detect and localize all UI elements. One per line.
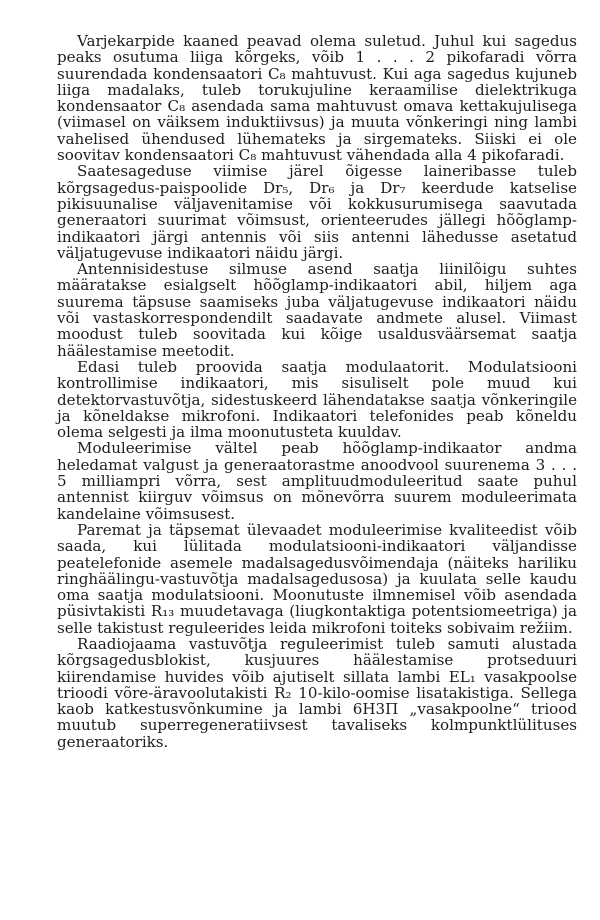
document-page — [57, 33, 577, 750]
paragraph-antenna-coupling: Antennisidestuse silmuse asend saatja liinilõigu suhtes määratakse esialgselt hõõglamp-indikaatori abil, hiljem aga suurema täpsuse saamiseks juba väljatugevuse indikaatori näidu või vastaskorrespondendilt saadavate andmete alusel. Viimast moodust tuleb soovitada kui kõige usaldusväärsemat saatja häälestamise meetodit. — [57, 260, 577, 360]
paragraph-capacitor-adjustment: Varjekarpide kaaned peavad olema suletud. Juhul kui sagedus peaks osutuma liiga kõrgeks, võib 1 . . . 2 pikofaradi võrra suurendada kondensaatori C₈ mahtuvust. Kui aga sagedus kujuneb liiga madalaks, tuleb torukujuline keraamilise dielektrikuga kondensaator C₈ asendada sama mahtuvust omava kettakujulisega (viimasel on väiksem induktiivsus) ja muuta võnkeringi ning lambi vahelised ühendused lühemateks ja sirgemateks. Siiski ei ole soovitav kondensaatori C₈ mahtuvust vähendada alla 4 pikofaradi. — [57, 32, 577, 165]
paragraph-modulation-indicator: Moduleerimise vältel peab hõõglamp-indikaator andma heledamat valgust ja generaatorastme anoodvool suurenema 3 . . . 5 milliampri võrra, sest amplituudmoduleeritud saate puhul antennist kiirguv võimsus on mõnevõrra suurem moduleerimata kandelaine võimsusest. — [57, 439, 577, 523]
paragraph-modulation-quality: Paremat ja täpsemat ülevaadet moduleerimise kvaliteedist võib saada, kui lülitada modulatsiooni-indikaatori väljandisse peatelefonide asemele madalsagedusvõimendaja (näiteks hariliku ringhäälingu-vastuvõtja madalsagedusosa) ja kuulata selle kaudu oma saatja modulatsiooni. Moonutuste ilmnemisel võib asendada püsivtakisti R₁₃ muudetavaga (liugkontaktiga potentsiomeetriga) ja selle takistust reguleerides leida mikrofoni toiteks sobivaim režiim. — [57, 520, 577, 637]
paragraph-modulator-test: Edasi tuleb proovida saatja modulaatorit. Modulatsiooni kontrollimise indikaatori, mis sisuliselt pole muud kui detektorvastuvõtja, sidestuskeerd lähendatakse saatja võnkeringile ja kõneldakse mikrofoni. Indikaatori telefonides peab kõneldu olema selgesti ja ilma moonutusteta kuuldav. — [57, 357, 577, 442]
paragraph-frequency-band-tuning: Saatesageduse viimise järel õigesse laineribasse tuleb kõrgsagedus-paispoolide Dr₅, Dr₆ ja Dr₇ keerdude katselise pikisuunalise väljavenitamise või kokkusurumisega saavutada generaatori suurimat võimsust, orienteerudes jällegi hõõglamp-indikaatori järgi antennis või siis antenni lähedusse asetatud väljatugevuse indikaatori näidu järgi. — [57, 162, 577, 262]
paragraph-receiver-adjustment: Raadiojaama vastuvõtja reguleerimist tuleb samuti alustada kõrgsagedusblokist, kusjuures häälestamise protseduuri kiirendamise huvides võib ajutiselt sillata lambi EL₁ vasakpoolse trioodi võre-äravoolutakisti R₂ 10-kilo-oomise lisatakistiga. Sellega kaob katkestusvõnkumine ja lambi 6Н3П „vasakpoolne“ triood muutub superregeneratiivsest tavaliseks kolmpunktlülituses generaatoriks. — [57, 634, 577, 751]
